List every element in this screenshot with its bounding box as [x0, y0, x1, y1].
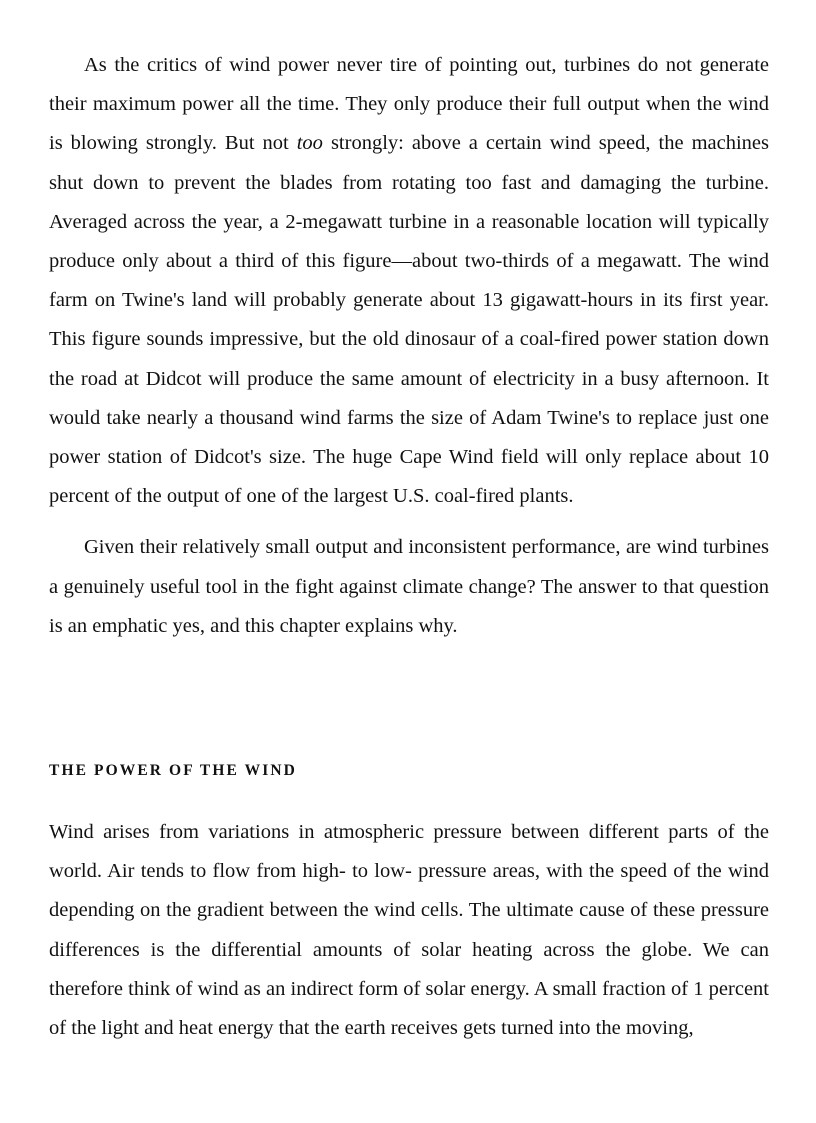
book-page [49, 46, 769, 1048]
paragraph-usefulness: Given their relatively small output and inconsistent performance, are wind turbines a genuinely useful tool in the fight against climate change? The answer to that question is an emphatic yes, and this chapter explains why. [49, 536, 769, 637]
paragraph-wind-output [49, 46, 769, 516]
paragraph-text: As the critics of wind power never tire of pointing out, turbines do not generate their maximum power all the time. They only produce their full output when the wind is blowing strongly. But not [49, 54, 769, 155]
paragraph-wind-origin: Wind arises from variations in atmospheric pressure between different parts of the world. Air tends to flow from high- to low- pressure areas, with the speed of the wind depending on the gradient between the wind cells. The ultimate cause of these pressure differences is the differential amounts of solar heating across the globe. We can therefore think of wind as an indirect form of solar energy. A small fraction of 1 percent of the light and heat energy that the earth receives gets turned into the moving, [49, 821, 769, 1040]
section-heading: THE POWER OF THE WIND [49, 762, 297, 780]
paragraph-text: strongly: above a certain wind speed, the machines shut down to prevent the blades from rotating too fast and damaging the turbine. Averaged across the year, a 2-megawatt turbine in a reasonable location will typically produce only about a third of this figure—about two-thirds of a megawatt. The wind farm on Twine's land will probably generate about 13 gigawatt-hours in its first year. This figure sounds impressive, but the old dinosaur of a coal-fired power station down the road at Didcot will produce the same amount of electricity in a busy afternoon. It would take nearly a thousand wind farms the size of Adam Twine's to replace just one power station of Didcot's size. The huge Cape Wind field will only replace about 10 percent of the output of one of the largest U.S. coal-fired plants. [49, 132, 769, 508]
emphasized-word: too [296, 132, 323, 155]
